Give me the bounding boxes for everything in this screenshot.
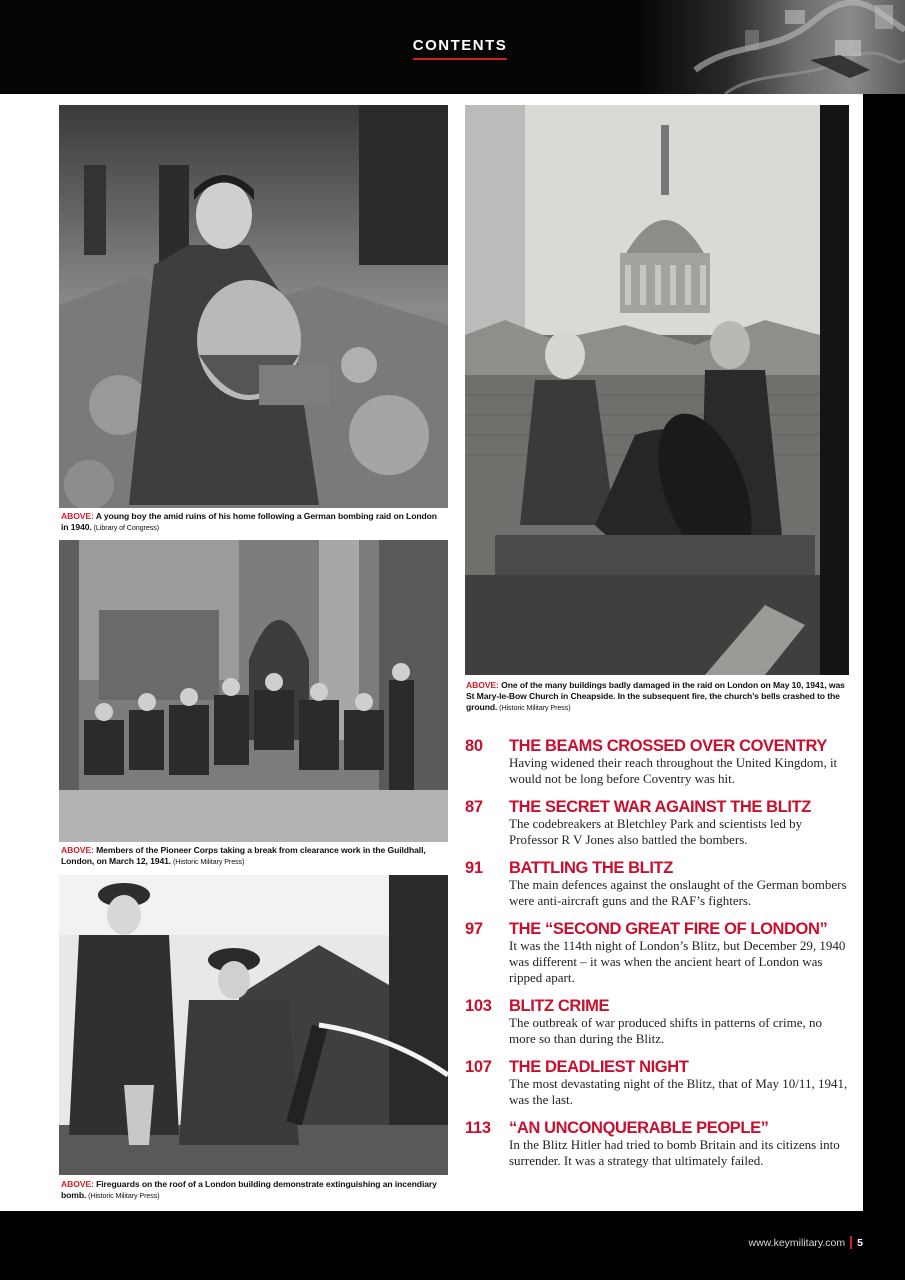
caption-text: A young boy the amid ruins of his home following a German bombing raid on London in 1940. bbox=[61, 511, 437, 532]
caption-credit: (Historic Military Press) bbox=[86, 1191, 160, 1200]
right-margin-strip bbox=[863, 94, 905, 1211]
toc-title: BATTLING THE BLITZ bbox=[509, 859, 673, 877]
toc-page-number: 113 bbox=[465, 1119, 491, 1137]
photo-pioneer-corps bbox=[59, 540, 448, 842]
toc-entry[interactable] bbox=[465, 1058, 850, 1108]
toc-entry[interactable] bbox=[465, 859, 850, 909]
toc-entry[interactable] bbox=[465, 997, 850, 1047]
caption-lead: ABOVE: bbox=[61, 845, 94, 855]
toc-entry[interactable] bbox=[465, 1119, 850, 1169]
caption-lead: ABOVE: bbox=[466, 680, 499, 690]
caption-text: Members of the Pioneer Corps taking a break from clearance work in the Guildhall, London, on March 12, 1941. bbox=[61, 845, 426, 866]
toc-title: THE “SECOND GREAT FIRE OF LONDON” bbox=[509, 920, 828, 938]
footer-divider bbox=[850, 1236, 852, 1249]
caption-credit: (Historic Military Press) bbox=[171, 857, 245, 866]
toc-page-number: 91 bbox=[465, 859, 483, 877]
page-footer bbox=[749, 1236, 864, 1249]
toc-entry[interactable] bbox=[465, 920, 850, 986]
photo-boy-in-ruins bbox=[59, 105, 448, 508]
toc-description: The outbreak of war produced shifts in patterns of crime, no more so than during the Blitz. bbox=[509, 1015, 822, 1046]
toc-title: THE SECRET WAR AGAINST THE BLITZ bbox=[509, 798, 811, 816]
toc-page-number: 80 bbox=[465, 737, 483, 755]
caption-church bbox=[466, 680, 848, 713]
toc-page-number: 97 bbox=[465, 920, 483, 938]
toc-description: In the Blitz Hitler had tried to bomb Britain and its citizens into surrender. It was a strategy that ultimately failed. bbox=[509, 1137, 840, 1168]
photo-church-bell bbox=[465, 105, 849, 675]
toc-title: THE BEAMS CROSSED OVER COVENTRY bbox=[509, 737, 827, 755]
caption-lead: ABOVE: bbox=[61, 1179, 94, 1189]
page-header bbox=[0, 0, 905, 94]
page-title bbox=[0, 37, 905, 60]
toc-page-number: 107 bbox=[465, 1058, 492, 1076]
caption-pioneer bbox=[61, 845, 446, 867]
caption-lead: ABOVE: bbox=[61, 511, 94, 521]
toc-page-number: 103 bbox=[465, 997, 492, 1015]
toc-description: The main defences against the onslaught of the German bombers were anti-aircraft guns and the RAF’s fighters. bbox=[509, 877, 847, 908]
caption-text: One of the many buildings badly damaged in the raid on London on May 10, 1941, was St Mary-le-Bow Church in Cheapside. In the subsequent fire, the church’s bells crashed to the ground. bbox=[466, 680, 845, 712]
photo-fireguards bbox=[59, 875, 448, 1175]
caption-fireguards bbox=[61, 1179, 446, 1201]
toc-title: “AN UNCONQUERABLE PEOPLE” bbox=[509, 1119, 769, 1137]
toc-entry[interactable] bbox=[465, 798, 850, 848]
caption-credit: (Historic Military Press) bbox=[497, 703, 571, 712]
toc-entry[interactable] bbox=[465, 737, 850, 787]
caption-credit: (Library of Congress) bbox=[91, 523, 160, 532]
toc-title: THE DEADLIEST NIGHT bbox=[509, 1058, 689, 1076]
toc-page-number: 87 bbox=[465, 798, 483, 816]
caption-boy bbox=[61, 511, 446, 533]
toc-description: The most devastating night of the Blitz, that of May 10/11, 1941, was the last. bbox=[509, 1076, 848, 1107]
website-link[interactable]: www.keymilitary.com bbox=[748, 1237, 846, 1249]
toc-description: Having widened their reach throughout the United Kingdom, it would not be long before Coventry was hit. bbox=[509, 755, 838, 786]
contents-heading: CONTENTS bbox=[413, 37, 508, 60]
table-of-contents bbox=[465, 737, 850, 1180]
toc-description: The codebreakers at Bletchley Park and scientists led by Professor R V Jones also battled the bombers. bbox=[509, 816, 803, 847]
toc-title: BLITZ CRIME bbox=[509, 997, 610, 1015]
toc-description: It was the 114th night of London’s Blitz, but December 29, 1940 was different – it was when the ancient heart of London was ripped apart. bbox=[509, 938, 846, 985]
page-number: 5 bbox=[857, 1237, 863, 1249]
caption-text: Fireguards on the roof of a London building demonstrate extinguishing an incendiary bomb. bbox=[61, 1179, 437, 1200]
